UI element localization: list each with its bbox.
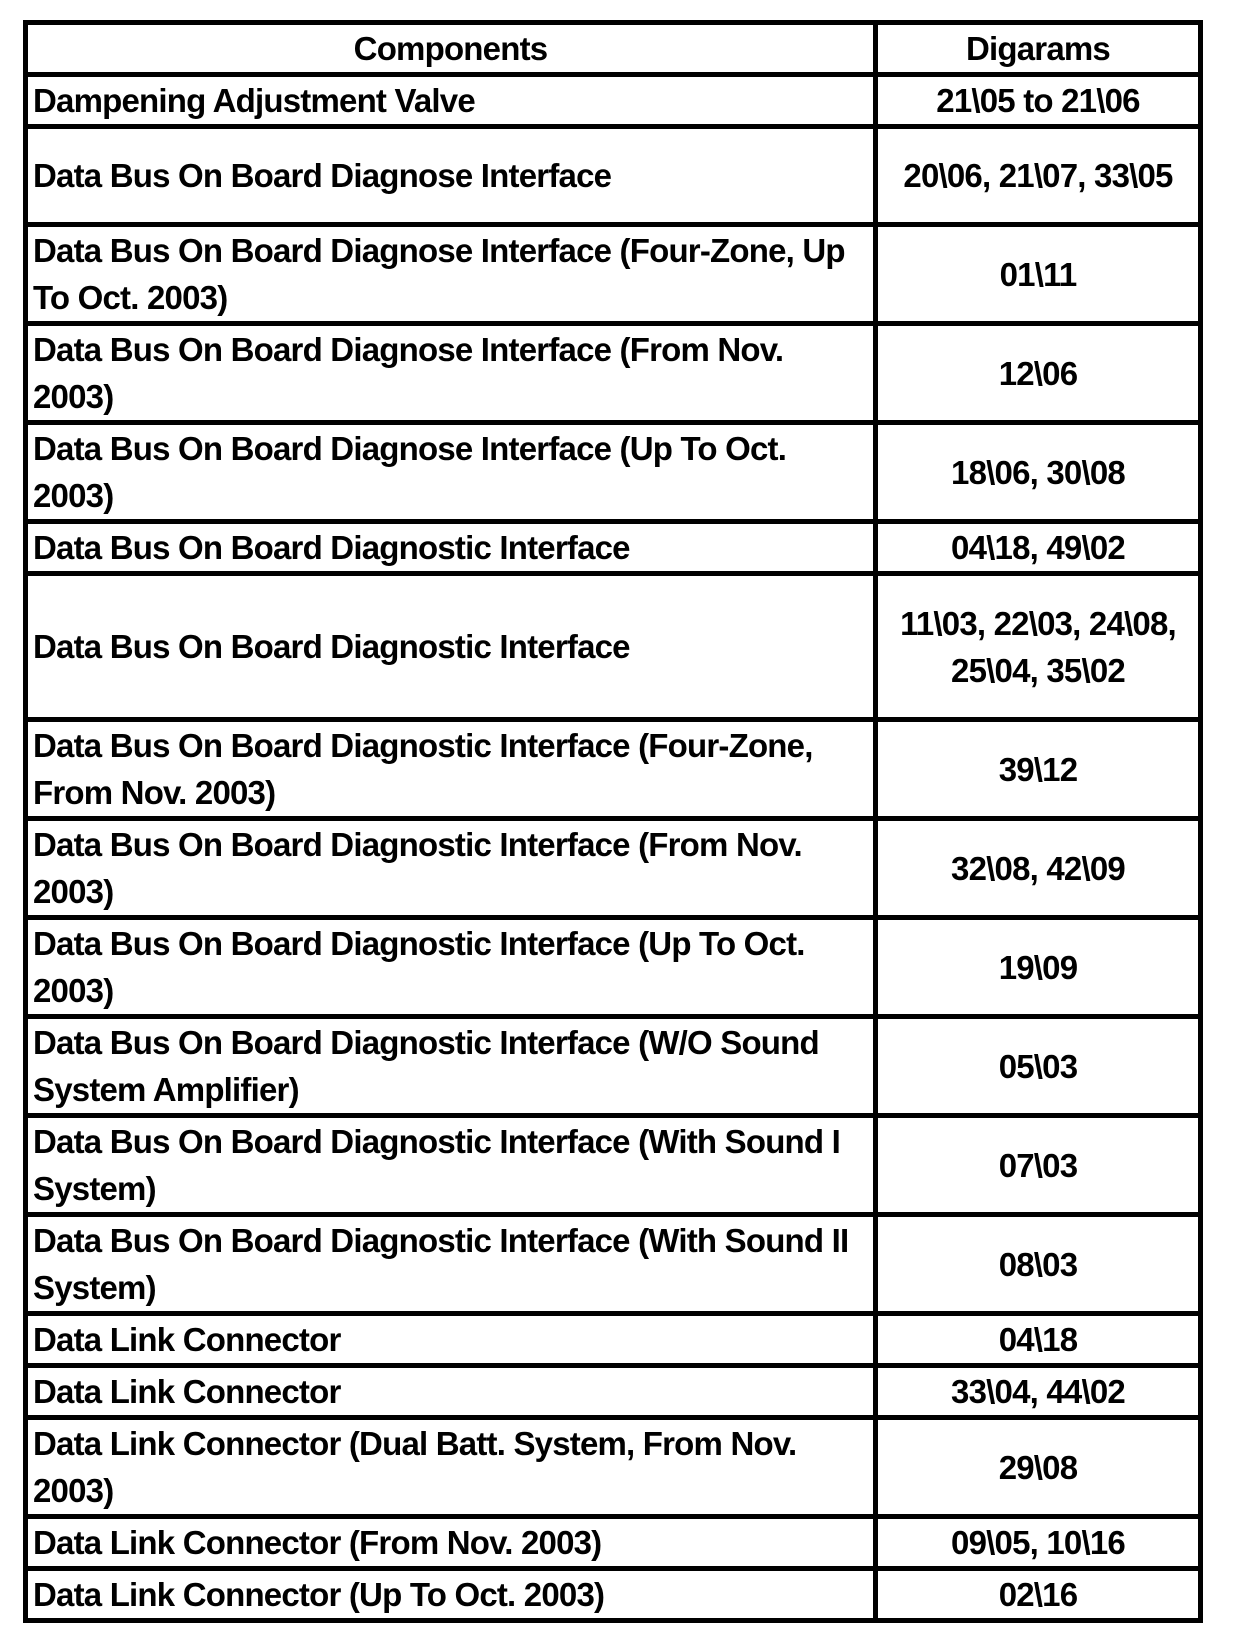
table-header-row (26, 23, 1201, 75)
table-row (26, 127, 1201, 225)
component-cell: Data Bus On Board Diagnose Interface (From Nov. 2003) (26, 324, 876, 423)
diagrams-cell: 12\06 (876, 324, 1201, 423)
table-row (26, 574, 1201, 720)
component-cell: Data Link Connector (Up To Oct. 2003) (26, 1569, 876, 1621)
diagrams-cell: 33\04, 44\02 (876, 1366, 1201, 1418)
table-row (26, 819, 1201, 918)
diagrams-cell: 01\11 (876, 225, 1201, 324)
component-cell: Data Link Connector (26, 1366, 876, 1418)
column-header-diagrams: Digarams (876, 23, 1201, 75)
diagrams-cell: 11\03, 22\03, 24\08, 25\04, 35\02 (876, 574, 1201, 720)
diagrams-cell: 09\05, 10\16 (876, 1517, 1201, 1569)
diagrams-cell: 04\18, 49\02 (876, 522, 1201, 574)
component-cell: Data Bus On Board Diagnostic Interface (26, 522, 876, 574)
component-cell: Data Link Connector (Dual Batt. System, From Nov. 2003) (26, 1418, 876, 1517)
component-cell: Data Bus On Board Diagnose Interface (Four-Zone, Up To Oct. 2003) (26, 225, 876, 324)
diagrams-cell: 05\03 (876, 1017, 1201, 1116)
table-row (26, 225, 1201, 324)
component-cell: Data Bus On Board Diagnostic Interface (Four-Zone, From Nov. 2003) (26, 720, 876, 819)
component-cell: Data Bus On Board Diagnostic Interface (From Nov. 2003) (26, 819, 876, 918)
table-row (26, 918, 1201, 1017)
diagrams-cell: 04\18 (876, 1314, 1201, 1366)
diagrams-cell: 02\16 (876, 1569, 1201, 1621)
component-cell: Data Bus On Board Diagnostic Interface (W/O Sound System Amplifier) (26, 1017, 876, 1116)
diagrams-cell: 39\12 (876, 720, 1201, 819)
table-row (26, 1314, 1201, 1366)
column-header-components: Components (26, 23, 876, 75)
component-cell: Data Link Connector (26, 1314, 876, 1366)
diagrams-cell: 07\03 (876, 1116, 1201, 1215)
table-row (26, 1418, 1201, 1517)
component-cell: Data Bus On Board Diagnose Interface (Up To Oct. 2003) (26, 423, 876, 522)
table-row (26, 324, 1201, 423)
table-row (26, 1366, 1201, 1418)
table-row (26, 1116, 1201, 1215)
diagrams-cell: 18\06, 30\08 (876, 423, 1201, 522)
components-table-container (23, 20, 1198, 1623)
component-cell: Data Bus On Board Diagnostic Interface (Up To Oct. 2003) (26, 918, 876, 1017)
table-row (26, 1017, 1201, 1116)
table-row (26, 423, 1201, 522)
component-cell: Data Bus On Board Diagnostic Interface (26, 574, 876, 720)
diagrams-cell: 20\06, 21\07, 33\05 (876, 127, 1201, 225)
component-cell: Data Link Connector (From Nov. 2003) (26, 1517, 876, 1569)
table-row (26, 522, 1201, 574)
component-cell: Dampening Adjustment Valve (26, 75, 876, 127)
component-cell: Data Bus On Board Diagnostic Interface (With Sound II System) (26, 1215, 876, 1314)
diagrams-cell: 08\03 (876, 1215, 1201, 1314)
table-row (26, 75, 1201, 127)
components-table (23, 20, 1203, 1623)
diagrams-cell: 21\05 to 21\06 (876, 75, 1201, 127)
component-cell: Data Bus On Board Diagnostic Interface (With Sound I System) (26, 1116, 876, 1215)
diagrams-cell: 19\09 (876, 918, 1201, 1017)
component-cell: Data Bus On Board Diagnose Interface (26, 127, 876, 225)
diagrams-cell: 32\08, 42\09 (876, 819, 1201, 918)
diagrams-cell: 29\08 (876, 1418, 1201, 1517)
table-row (26, 1569, 1201, 1621)
table-row (26, 1215, 1201, 1314)
table-row (26, 720, 1201, 819)
table-row (26, 1517, 1201, 1569)
